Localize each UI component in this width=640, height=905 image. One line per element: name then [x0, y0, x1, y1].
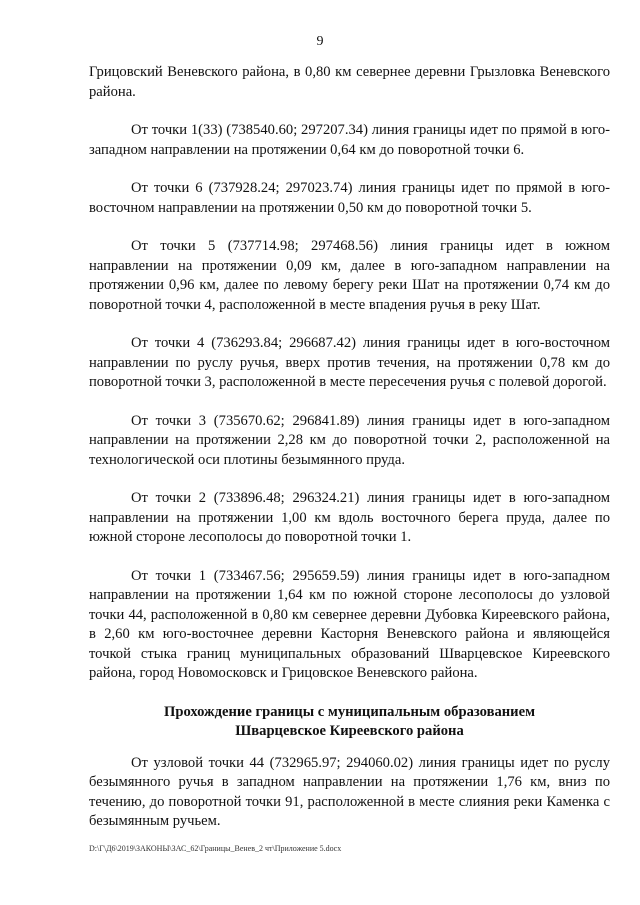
- page-number: 9: [316, 34, 324, 49]
- paragraph-point-5: От точки 5 (737714.98; 297468.56) линия границы идет в южном направлении на протяжении 0,09 км, далее в юго-западном направлении на протяжении 0,96 км, далее по левому берегу реки Шат на протяжении 0,74 км до поворотной точки 4, расположенной в месте впадения ручья в реку Шат.: [89, 238, 610, 313]
- paragraph-continuation: Грицовский Веневского района, в 0,80 км севернее деревни Грызловка Веневского района.: [89, 64, 610, 100]
- section-heading-line-1: Прохождение границы с муниципальным образованием: [163, 703, 536, 720]
- document-body: [89, 63, 610, 832]
- section-heading-line-2: Шварцевское Киреевского района: [235, 723, 464, 739]
- paragraph-point-3: От точки 3 (735670.62; 296841.89) линия границы идет в юго-западном направлении на протяжении 2,28 км до поворотной точки 2, расположенной на технологической оси плотины безымянного пруда.: [89, 412, 610, 468]
- footer-file-path: D:\Г\Д6\2019\ЗАКОНЫ\ЗАС_62\Границы_Венев_2 чт\Приложение 5.docx: [89, 844, 342, 853]
- section-heading: [89, 703, 610, 742]
- paragraph-point-2: От точки 2 (733896.48; 296324.21) линия границы идет в юго-западном направлении на протяжении 1,00 км вдоль восточного берега пруда, далее по южной стороне лесополосы до поворотной точки 1.: [89, 490, 610, 545]
- paragraph-point-6: От точки 6 (737928.24; 297023.74) линия границы идет по прямой в юго-восточном направлении на протяжении 0,50 км до поворотной точки 5.: [89, 180, 610, 216]
- paragraph-point-4: От точки 4 (736293.84; 296687.42) линия границы идет в юго-восточном направлении по руслу ручья, вверх против течения, на протяжении 0,78 км до поворотной точки 3, расположенной в месте пересечения ручья с полевой дорогой.: [89, 335, 610, 390]
- paragraph-point-1-33: От точки 1(33) (738540.60; 297207.34) линия границы идет по прямой в юго-западном направлении на протяжении 0,64 км до поворотной точки 6.: [89, 122, 610, 158]
- paragraph-point-44: От узловой точки 44 (732965.97; 294060.02) линия границы идет по руслу безымянного ручья в западном направлении на протяжении 1,76 км, вниз по течению, до поворотной точки 91, расположенной в месте слияния реки Каменка с безымянным ручьем.: [89, 754, 610, 829]
- paragraph-point-1: От точки 1 (733467.56; 295659.59) линия границы идет в юго-западном направлении на протяжении 1,64 км по южной стороне лесополосы до узловой точки 44, расположенной в 0,80 км севернее деревни Дубовка Киреевского района, в 2,60 км юго-восточнее деревни Касторня Веневского района и являющейся точкой стыка границ муниципальных образований Шварцевское Киреевского района, город Новомосковск и Грицовское Веневского района.: [89, 567, 610, 681]
